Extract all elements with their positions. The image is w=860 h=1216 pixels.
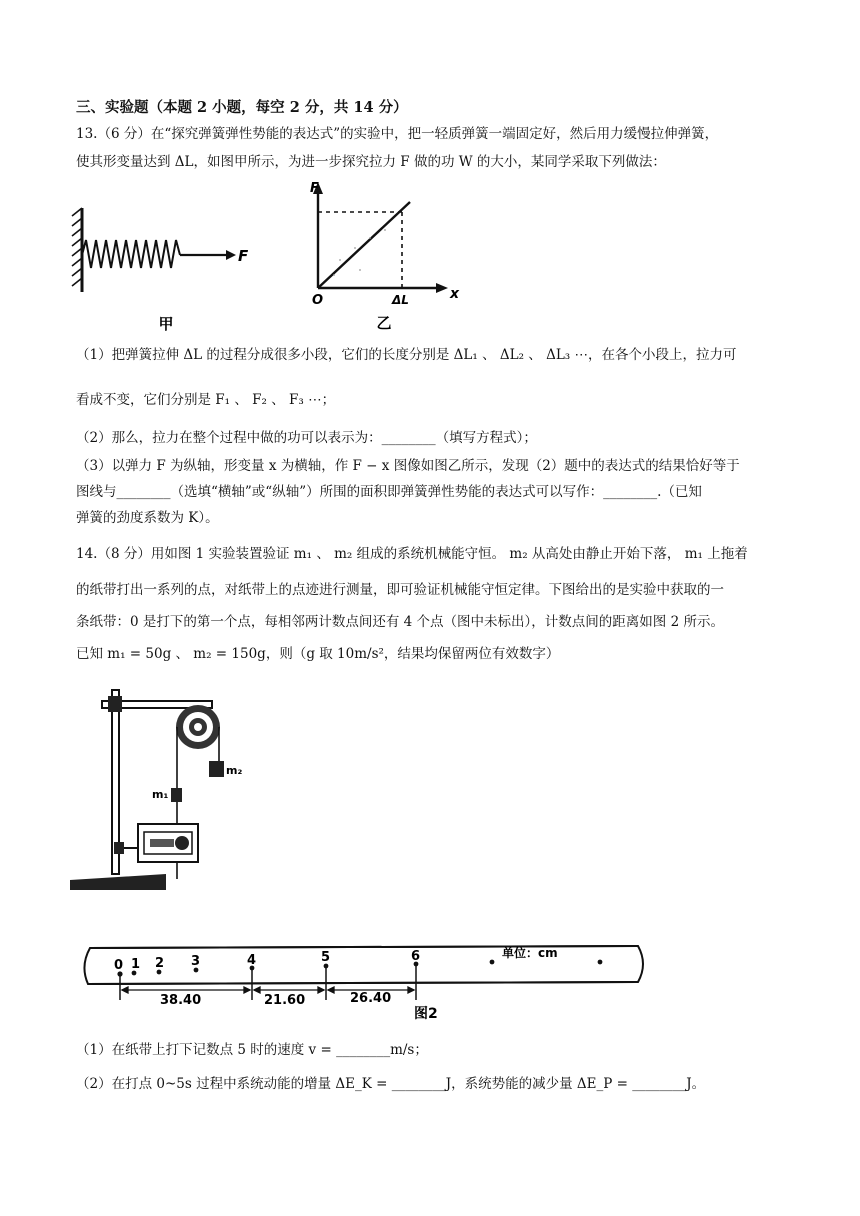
tape-point-0: 0 [114,958,124,973]
q14-stem-line-1: 14.（8 分）用如图 1 实验装置验证 m₁ 、 m₂ 组成的系统机械能守恒。 m₂ 从高处由静止开始下落， m₁ 上拖着 [76,546,748,562]
q13-part1-line-2: 看成不变，它们分别是 F₁ 、 F₂ 、 F₃ ⋯； [76,392,336,408]
figure-yi-graph [300,180,470,332]
figure-1-m2-label: m₂ [226,764,243,777]
tape-point-2: 2 [155,956,165,971]
q13-part1-line-1: （1）把弹簧拉伸 ΔL 的过程分成很多小段，它们的长度分别是 ΔL₁ 、 ΔL₂ 、 ΔL₃ ⋯，在各个小段上，拉力可 [76,347,737,363]
tape-distance-4-5: 21.60 [264,993,306,1008]
q14-stem-line-2: 的纸带打出一系列的点，对纸带上的点迹进行测量，即可验证机械能守恒定律。下图给出的是实验中获取的一 [76,582,724,598]
figure-1-m1-label: m₁ [152,788,169,801]
q14-stem-line-3: 条纸带：0 是打下的第一个点，每相邻两计数点间还有 4 个点（图中未标出），计数点间的距离如图 2 所示。 [76,614,724,630]
q13-part3-line-1: （3）以弹力 F 为纵轴，形变量 x 为横轴，作 F − x 图像如图乙所示，发现（2）题中的表达式的结果恰好等于 [76,458,740,474]
figure-yi-dl-label: ΔL [392,293,409,307]
tape-point-1: 1 [131,957,141,972]
tape-distance-5-6: 26.40 [350,991,392,1006]
figure-yi-y-label: F [310,181,319,196]
figure-yi-origin: O [312,293,324,308]
q14-stem-line-4: 已知 m₁ = 50g 、 m₂ = 150g，则（g 取 10m/s²，结果均保留两位有效数字） [76,646,560,662]
tape-point-5: 5 [321,950,331,965]
q13-part3-line-3: 弹簧的劲度系数为 K）。 [76,510,219,526]
tape-unit: 单位：cm [502,946,558,960]
q13-stem-line-1: 13.（6 分）在“探究弹簧弹性势能的表达式”的实验中，把一轻质弹簧一端固定好，然后用力缓慢拉伸弹簧， [76,126,719,142]
q13-part2: （2）那么，拉力在整个过程中做的功可以表示为：________（填写方程式）； [76,430,537,446]
tape-point-3: 3 [191,954,201,969]
tape-point-4: 4 [247,953,257,968]
figure-2-paper-tape [78,936,648,1026]
figure-yi-caption: 乙 [376,314,392,332]
figure-yi-x-label: x [450,286,460,302]
figure-2-caption: 图2 [414,1006,438,1022]
figure-jia-caption: 甲 [158,315,174,333]
figure-jia-spring [68,200,268,340]
q13-stem-line-2: 使其形变量达到 ΔL，如图甲所示，为进一步探究拉力 F 做的功 W 的大小，某同学采取下列做法： [76,154,666,170]
q13-part3-line-2: 图线与________（选填“横轴”或“纵轴”）所围的面积即弹簧弹性势能的表达式可以写作：________.（已知 [76,484,702,500]
tape-distance-0-4: 38.40 [160,993,202,1008]
figure-jia-force-label: F [238,247,249,265]
figure-1-apparatus [68,684,248,914]
section-heading: 三、实验题（本题 2 小题，每空 2 分，共 14 分） [76,99,408,116]
q14-part1: （1）在纸带上打下记数点 5 时的速度 v = ________m/s； [76,1042,428,1058]
tape-point-6: 6 [411,949,421,964]
q14-part2: （2）在打点 0~5s 过程中系统动能的增量 ΔE_K = ________J，系统势能的减少量 ΔE_P = ________J。 [76,1076,706,1092]
